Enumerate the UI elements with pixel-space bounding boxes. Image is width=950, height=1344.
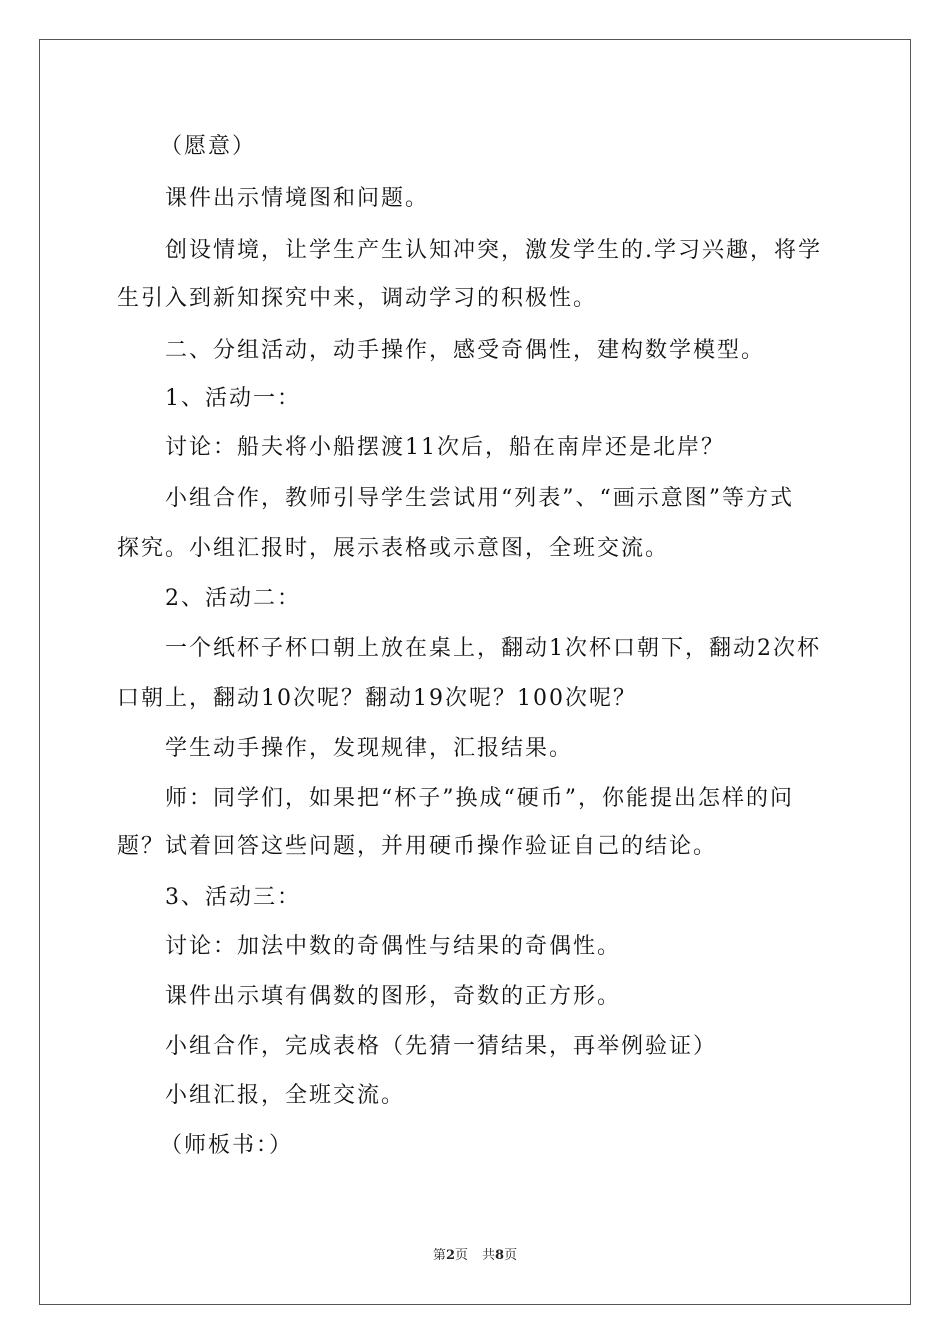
footer-total-suffix: 页	[504, 1248, 518, 1263]
text-line-18: 课件出示填有偶数的图形，奇数的正方形。	[165, 984, 622, 1009]
text-line-9: 探究。小组汇报时，展示表格或示意图，全班交流。	[117, 536, 670, 561]
footer-total-prefix: 共	[482, 1248, 496, 1263]
text-line-2: 课件出示情境图和问题。	[165, 186, 430, 211]
text-line-5: 二、分组活动，动手操作，感受奇偶性，建构数学模型。	[165, 338, 766, 363]
footer-page-suffix: 页	[454, 1248, 468, 1263]
text-line-4: 生引入到新知探究中来，调动学习的积极性。	[117, 286, 598, 311]
text-line-15: 题？试着回答这些问题，并用硬币操作验证自己的结论。	[117, 834, 718, 859]
footer-total-pages: 8	[495, 1248, 505, 1263]
page-footer	[0, 1248, 950, 1264]
text-line-11: 一个纸杯子杯口朝上放在桌上，翻动1次杯口朝下，翻动2次杯	[165, 636, 821, 661]
text-line-17: 讨论：加法中数的奇偶性与结果的奇偶性。	[165, 934, 622, 959]
text-line-14: 师：同学们，如果把“杯子”换成“硬币”，你能提出怎样的问	[165, 786, 794, 811]
text-line-12: 口朝上，翻动10次呢？翻动19次呢？100次呢？	[117, 686, 637, 711]
text-line-3: 创设情境，让学生产生认知冲突，激发学生的.学习兴趣，将学	[165, 238, 822, 263]
text-line-20: 小组汇报，全班交流。	[165, 1083, 406, 1108]
text-line-13: 学生动手操作，发现规律，汇报结果。	[165, 736, 574, 761]
text-line-6: 1、活动一：	[165, 386, 301, 411]
page-border	[39, 39, 911, 1305]
text-line-1: （愿意）	[160, 134, 257, 159]
text-line-19: 小组合作，完成表格（先猜一猜结果，再举例验证）	[165, 1034, 718, 1059]
text-line-21: （师板书：）	[160, 1133, 294, 1158]
text-line-10: 2、活动二：	[165, 586, 301, 611]
text-line-8: 小组合作，教师引导学生尝试用“列表”、“画示意图”等方式	[165, 486, 794, 511]
footer-page-number: 2	[445, 1248, 455, 1263]
text-line-16: 3、活动三：	[165, 885, 301, 910]
footer-page-prefix: 第	[432, 1248, 446, 1263]
text-line-7: 讨论：船夫将小船摆渡11次后，船在南岸还是北岸？	[165, 435, 725, 460]
